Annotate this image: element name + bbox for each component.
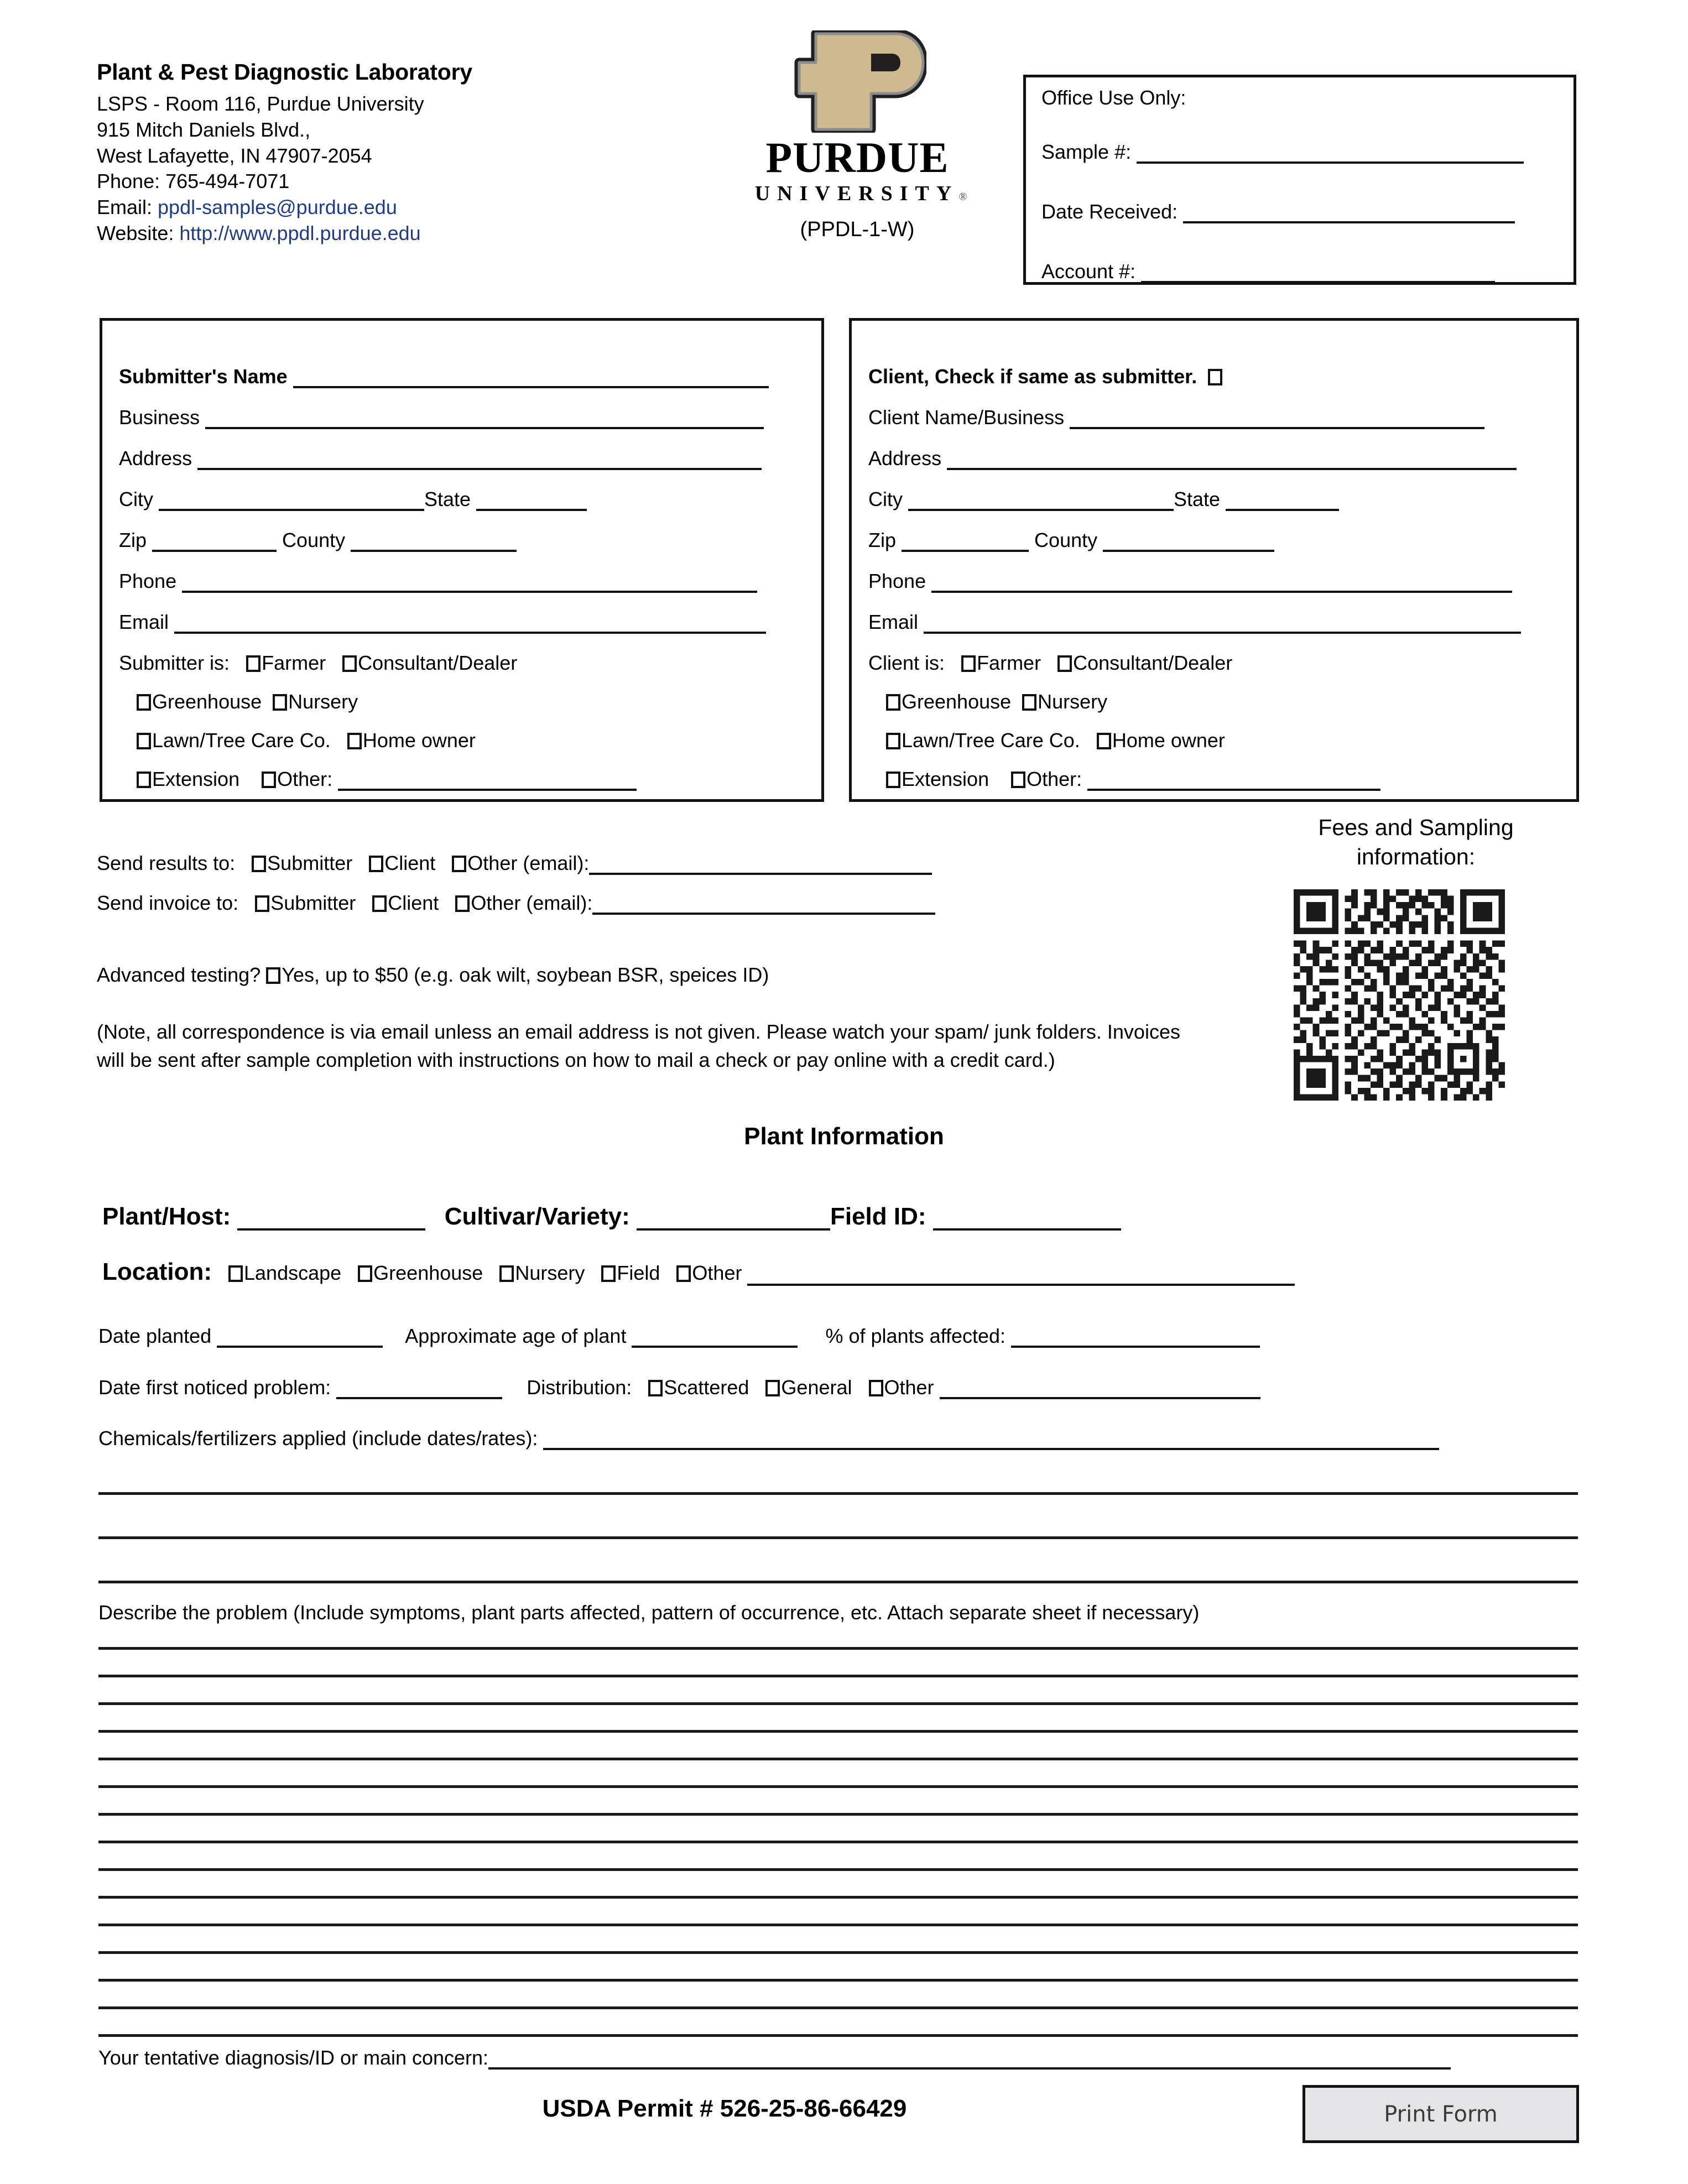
client-type-row-1 xyxy=(868,651,1232,675)
percent-affected-label: % of plants affected: xyxy=(825,1325,1006,1347)
approx-age-label: Approximate age of plant xyxy=(405,1325,627,1347)
checkbox-client-same-as-submitter[interactable] xyxy=(1208,369,1222,385)
describe-input-line-8[interactable] xyxy=(98,1841,1578,1843)
registered-mark-icon: ® xyxy=(958,191,967,203)
checkbox-submitter-lawn-tree-care[interactable] xyxy=(137,733,151,749)
lab-email-link[interactable]: ppdl-samples@purdue.edu xyxy=(158,196,397,219)
submitter-state-label: State xyxy=(424,488,471,510)
tentative-diagnosis-input[interactable] xyxy=(488,2067,1451,2070)
submitter-address-label: Address xyxy=(119,447,192,470)
lab-contact-block xyxy=(97,61,705,247)
submitter-type-row-3 xyxy=(137,729,476,752)
submitter-name-input[interactable] xyxy=(293,386,769,388)
client-same-as-submitter-row xyxy=(868,365,1223,388)
purdue-sub-wordmark xyxy=(702,181,1012,206)
date-received-field xyxy=(1041,200,1515,223)
client-email-input[interactable] xyxy=(924,632,1521,634)
fees-qr-code[interactable] xyxy=(1289,889,1510,1101)
purdue-university-text: UNIVERSITY xyxy=(754,182,959,205)
submitter-type-row-4 xyxy=(137,768,637,791)
client-opt-greenhouse: Greenhouse xyxy=(902,690,1012,713)
date-received-label: Date Received: xyxy=(1041,200,1178,223)
describe-input-line-9[interactable] xyxy=(98,1868,1578,1871)
describe-input-line-6[interactable] xyxy=(98,1785,1578,1788)
sample-number-label: Sample #: xyxy=(1041,140,1132,163)
client-phone-field xyxy=(868,570,1512,593)
describe-input-line-10[interactable] xyxy=(98,1896,1578,1899)
plant-host-input[interactable] xyxy=(237,1228,425,1231)
checkbox-client-nursery[interactable] xyxy=(1022,694,1036,711)
checkbox-location-nursery[interactable] xyxy=(499,1265,514,1282)
send-invoice-label: Send invoice to: xyxy=(97,892,239,914)
checkbox-advanced-testing-yes[interactable] xyxy=(266,967,280,984)
client-county-input[interactable] xyxy=(1103,550,1274,552)
advanced-testing-option: Yes, up to $50 (e.g. oak wilt, soybean BSR, speices ID) xyxy=(282,963,769,986)
checkbox-submitter-home-owner[interactable] xyxy=(347,733,362,749)
checkbox-results-client[interactable] xyxy=(369,856,383,872)
date-noticed-row xyxy=(98,1376,1260,1399)
checkbox-location-other[interactable] xyxy=(676,1265,691,1282)
lab-phone: Phone: 765-494-7071 xyxy=(97,170,290,193)
checkbox-location-field[interactable] xyxy=(601,1265,616,1282)
client-city-state-field xyxy=(868,488,1339,511)
describe-input-line-5[interactable] xyxy=(98,1758,1578,1760)
chemicals-input-line-3[interactable] xyxy=(98,1536,1578,1539)
chemicals-input-line-1[interactable] xyxy=(543,1448,1439,1450)
client-name-input[interactable] xyxy=(1070,427,1484,429)
location-other-input[interactable] xyxy=(747,1284,1295,1286)
checkbox-submitter-other[interactable] xyxy=(262,772,276,788)
describe-input-line-11[interactable] xyxy=(98,1924,1578,1926)
submitter-county-label: County xyxy=(282,529,346,551)
lab-address-line-1: LSPS - Room 116, Purdue University xyxy=(97,92,424,115)
sample-number-input[interactable] xyxy=(1137,161,1524,164)
date-planted-label: Date planted xyxy=(98,1325,212,1347)
client-county-label: County xyxy=(1034,529,1098,551)
client-address-label: Address xyxy=(868,447,942,470)
describe-input-line-13[interactable] xyxy=(98,1979,1578,1982)
submitter-state-input[interactable] xyxy=(476,509,587,511)
results-opt-other: Other (email): xyxy=(467,852,590,874)
submitter-business-field xyxy=(119,406,764,429)
account-number-input[interactable] xyxy=(1141,281,1495,283)
describe-input-line-15[interactable] xyxy=(98,2034,1578,2037)
lab-address-line-3: West Lafayette, IN 47907-2054 xyxy=(97,144,372,167)
describe-input-line-1[interactable] xyxy=(98,1647,1578,1650)
tentative-diagnosis-label: Your tentative diagnosis/ID or main concern: xyxy=(98,2046,489,2069)
location-opt-landscape: Landscape xyxy=(244,1262,342,1284)
checkbox-client-greenhouse[interactable] xyxy=(886,694,900,711)
checkbox-client-other[interactable] xyxy=(1011,772,1025,788)
checkbox-submitter-extension[interactable] xyxy=(137,772,151,788)
client-type-row-4 xyxy=(886,768,1380,791)
checkbox-invoice-client[interactable] xyxy=(372,895,387,912)
fees-label-line-2: information: xyxy=(1356,844,1476,870)
client-opt-nursery: Nursery xyxy=(1038,690,1108,713)
date-planted-input[interactable] xyxy=(217,1346,383,1348)
checkbox-client-consultant-dealer[interactable] xyxy=(1057,655,1072,672)
location-opt-field: Field xyxy=(617,1262,660,1284)
submitter-business-label: Business xyxy=(119,406,200,429)
submitter-opt-home-owner: Home owner xyxy=(362,729,476,752)
client-email-field xyxy=(868,611,1521,634)
usda-permit-text: USDA Permit # 526-25-86-66429 xyxy=(542,2095,907,2122)
submitter-city-input[interactable] xyxy=(159,509,424,511)
submitter-other-input[interactable] xyxy=(338,789,637,791)
distribution-opt-other: Other xyxy=(884,1376,934,1399)
client-city-label: City xyxy=(868,488,903,510)
submitter-opt-farmer: Farmer xyxy=(262,651,326,674)
submitter-city-label: City xyxy=(119,488,153,510)
location-opt-other: Other xyxy=(692,1262,742,1284)
distribution-other-input[interactable] xyxy=(940,1397,1260,1399)
distribution-opt-scattered: Scattered xyxy=(664,1376,749,1399)
client-city-input[interactable] xyxy=(908,509,1174,511)
checkbox-results-other[interactable] xyxy=(452,856,466,872)
submitter-type-row-1 xyxy=(119,651,517,675)
submitter-zip-county-field xyxy=(119,529,517,552)
cultivar-variety-label: Cultivar/Variety: xyxy=(444,1203,630,1230)
results-opt-client: Client xyxy=(384,852,436,874)
send-results-label: Send results to: xyxy=(97,852,236,874)
location-opt-greenhouse: Greenhouse xyxy=(373,1262,483,1284)
describe-input-line-4[interactable] xyxy=(98,1730,1578,1733)
account-number-label: Account #: xyxy=(1041,260,1136,283)
submitter-phone-input[interactable] xyxy=(182,591,757,593)
submitter-email-field xyxy=(119,611,766,634)
describe-input-line-7[interactable] xyxy=(98,1813,1578,1816)
submitter-phone-label: Phone xyxy=(119,570,177,592)
checkbox-client-home-owner[interactable] xyxy=(1097,733,1111,749)
invoice-opt-client: Client xyxy=(388,892,439,914)
chemicals-input-line-2[interactable] xyxy=(98,1492,1578,1495)
describe-input-line-12[interactable] xyxy=(98,1951,1578,1954)
purdue-logo-block xyxy=(702,30,1012,242)
client-opt-other: Other: xyxy=(1027,768,1082,790)
lab-website-label: Website: xyxy=(97,221,180,244)
describe-input-line-2[interactable] xyxy=(98,1675,1578,1677)
checkbox-client-extension[interactable] xyxy=(886,772,900,788)
client-same-as-submitter-label: Client, Check if same as submitter. xyxy=(868,365,1197,388)
send-results-row xyxy=(97,852,932,875)
submitter-name-label: Submitter's Name xyxy=(119,365,288,388)
submitter-box xyxy=(100,318,824,802)
location-row xyxy=(102,1258,1295,1286)
print-form-button[interactable]: Print Form xyxy=(1303,2085,1579,2143)
tentative-diagnosis-row xyxy=(98,2046,1451,2070)
distribution-opt-general: General xyxy=(781,1376,852,1399)
checkbox-distribution-other[interactable] xyxy=(869,1380,883,1396)
checkbox-submitter-farmer[interactable] xyxy=(246,655,261,672)
client-is-label: Client is: xyxy=(868,651,945,674)
advanced-testing-label: Advanced testing? xyxy=(97,963,261,986)
submitter-opt-lawn-tree: Lawn/Tree Care Co. xyxy=(152,729,331,752)
client-opt-extension: Extension xyxy=(902,768,989,790)
advanced-testing-row xyxy=(97,963,769,987)
plant-information-heading: Plant Information xyxy=(744,1123,944,1150)
client-type-row-3 xyxy=(886,729,1225,752)
submitter-county-input[interactable] xyxy=(351,550,517,552)
client-zip-input[interactable] xyxy=(902,550,1029,552)
describe-problem-label: Describe the problem (Include symptoms, plant parts affected, pattern of occurrence, etc. Attach separate sheet if necessary) xyxy=(98,1601,1200,1624)
lab-email-line xyxy=(97,195,705,221)
client-box xyxy=(849,318,1579,802)
checkbox-invoice-other[interactable] xyxy=(455,895,470,912)
lab-address-line-2: 915 Mitch Daniels Blvd., xyxy=(97,118,311,141)
date-noticed-label: Date first noticed problem: xyxy=(98,1376,331,1399)
submitter-address-input[interactable] xyxy=(197,468,762,470)
client-type-row-2 xyxy=(886,690,1107,713)
invoice-opt-other: Other (email): xyxy=(471,892,593,914)
submitter-opt-extension: Extension xyxy=(152,768,240,790)
client-state-label: State xyxy=(1174,488,1221,510)
field-id-input[interactable] xyxy=(933,1228,1121,1231)
client-state-input[interactable] xyxy=(1226,509,1339,511)
fees-and-sampling-label xyxy=(1261,813,1571,872)
client-other-input[interactable] xyxy=(1087,789,1380,791)
describe-input-line-3[interactable] xyxy=(98,1702,1578,1705)
location-label: Location: xyxy=(102,1258,212,1285)
client-opt-consultant: Consultant/Dealer xyxy=(1073,651,1233,674)
checkbox-client-lawn-tree-care[interactable] xyxy=(886,733,900,749)
lab-website-line xyxy=(97,221,705,247)
submitter-opt-other: Other: xyxy=(277,768,333,790)
client-zip-county-field xyxy=(868,529,1274,552)
checkbox-distribution-general[interactable] xyxy=(765,1380,780,1396)
sample-number-field xyxy=(1041,140,1524,164)
client-opt-home-owner: Home owner xyxy=(1112,729,1225,752)
client-name-label: Client Name/Business xyxy=(868,406,1065,429)
chemicals-input-line-4[interactable] xyxy=(98,1581,1578,1583)
submitter-name-field xyxy=(119,365,769,388)
page-title: Plant & Pest Diagnostic Laboratory xyxy=(97,59,472,85)
purdue-p-icon xyxy=(788,30,926,133)
date-received-input[interactable] xyxy=(1183,221,1515,223)
client-phone-label: Phone xyxy=(868,570,926,592)
submitter-email-label: Email xyxy=(119,611,169,633)
plant-host-label: Plant/Host: xyxy=(102,1203,231,1230)
submitter-address-field xyxy=(119,447,762,470)
submitter-type-row-2 xyxy=(137,690,358,713)
submitter-zip-input[interactable] xyxy=(152,550,277,552)
submitter-opt-nursery: Nursery xyxy=(288,690,358,713)
purdue-wordmark: PURDUE xyxy=(765,133,949,181)
office-use-only-box xyxy=(1023,75,1576,285)
checkbox-invoice-submitter[interactable] xyxy=(255,895,269,912)
checkbox-client-farmer[interactable] xyxy=(961,655,976,672)
fees-label-line-1: Fees and Sampling xyxy=(1318,815,1514,840)
client-email-label: Email xyxy=(868,611,919,633)
date-noticed-input[interactable] xyxy=(336,1397,502,1399)
submitter-email-input[interactable] xyxy=(174,632,766,634)
client-opt-lawn-tree: Lawn/Tree Care Co. xyxy=(902,729,1080,752)
checkbox-submitter-greenhouse[interactable] xyxy=(137,694,151,711)
checkbox-location-greenhouse[interactable] xyxy=(358,1265,372,1282)
client-zip-label: Zip xyxy=(868,529,897,551)
office-use-only-title: Office Use Only: xyxy=(1041,86,1186,109)
form-code: (PPDL-1-W) xyxy=(800,218,915,241)
lab-email-label: Email: xyxy=(97,196,158,219)
invoice-other-email-input[interactable] xyxy=(592,913,935,915)
percent-affected-input[interactable] xyxy=(1011,1346,1260,1348)
invoice-opt-submitter: Submitter xyxy=(270,892,356,914)
client-opt-farmer: Farmer xyxy=(977,651,1041,674)
submitter-opt-consultant: Consultant/Dealer xyxy=(358,651,518,674)
submitter-opt-greenhouse: Greenhouse xyxy=(152,690,262,713)
checkbox-results-submitter[interactable] xyxy=(252,856,266,872)
client-address-field xyxy=(868,447,1517,470)
checkbox-distribution-scattered[interactable] xyxy=(648,1380,663,1396)
plant-host-row xyxy=(102,1203,1121,1231)
client-address-input[interactable] xyxy=(947,468,1517,470)
describe-input-line-14[interactable] xyxy=(98,2006,1578,2009)
client-phone-input[interactable] xyxy=(931,591,1512,593)
submitter-zip-label: Zip xyxy=(119,529,147,551)
chemicals-label: Chemicals/fertilizers applied (include dates/rates): xyxy=(98,1427,538,1450)
checkbox-submitter-nursery[interactable] xyxy=(273,694,287,711)
submitter-city-state-field xyxy=(119,488,587,511)
checkbox-location-landscape[interactable] xyxy=(228,1265,243,1282)
approx-age-input[interactable] xyxy=(632,1346,798,1348)
cultivar-variety-input[interactable] xyxy=(637,1228,830,1231)
results-opt-submitter: Submitter xyxy=(267,852,353,874)
field-id-label: Field ID: xyxy=(830,1203,926,1230)
client-name-field xyxy=(868,406,1484,429)
submitter-phone-field xyxy=(119,570,757,593)
chemicals-row xyxy=(98,1427,1439,1450)
results-other-email-input[interactable] xyxy=(589,873,932,875)
checkbox-submitter-consultant-dealer[interactable] xyxy=(342,655,357,672)
location-opt-nursery: Nursery xyxy=(515,1262,585,1284)
submitter-is-label: Submitter is: xyxy=(119,651,230,674)
account-number-field xyxy=(1041,260,1495,283)
correspondence-note: (Note, all correspondence is via email unless an email address is not given. Please watch your spam/ junk folders. Invoices will be sent after sample completion with instructions on how to mail a check or pay online with a credit card.) xyxy=(97,1020,1180,1072)
lab-website-link[interactable]: http://www.ppdl.purdue.edu xyxy=(179,221,421,244)
date-planted-row xyxy=(98,1325,1260,1348)
distribution-label: Distribution: xyxy=(527,1376,632,1399)
send-invoice-row xyxy=(97,892,935,915)
submitter-business-input[interactable] xyxy=(205,427,764,429)
